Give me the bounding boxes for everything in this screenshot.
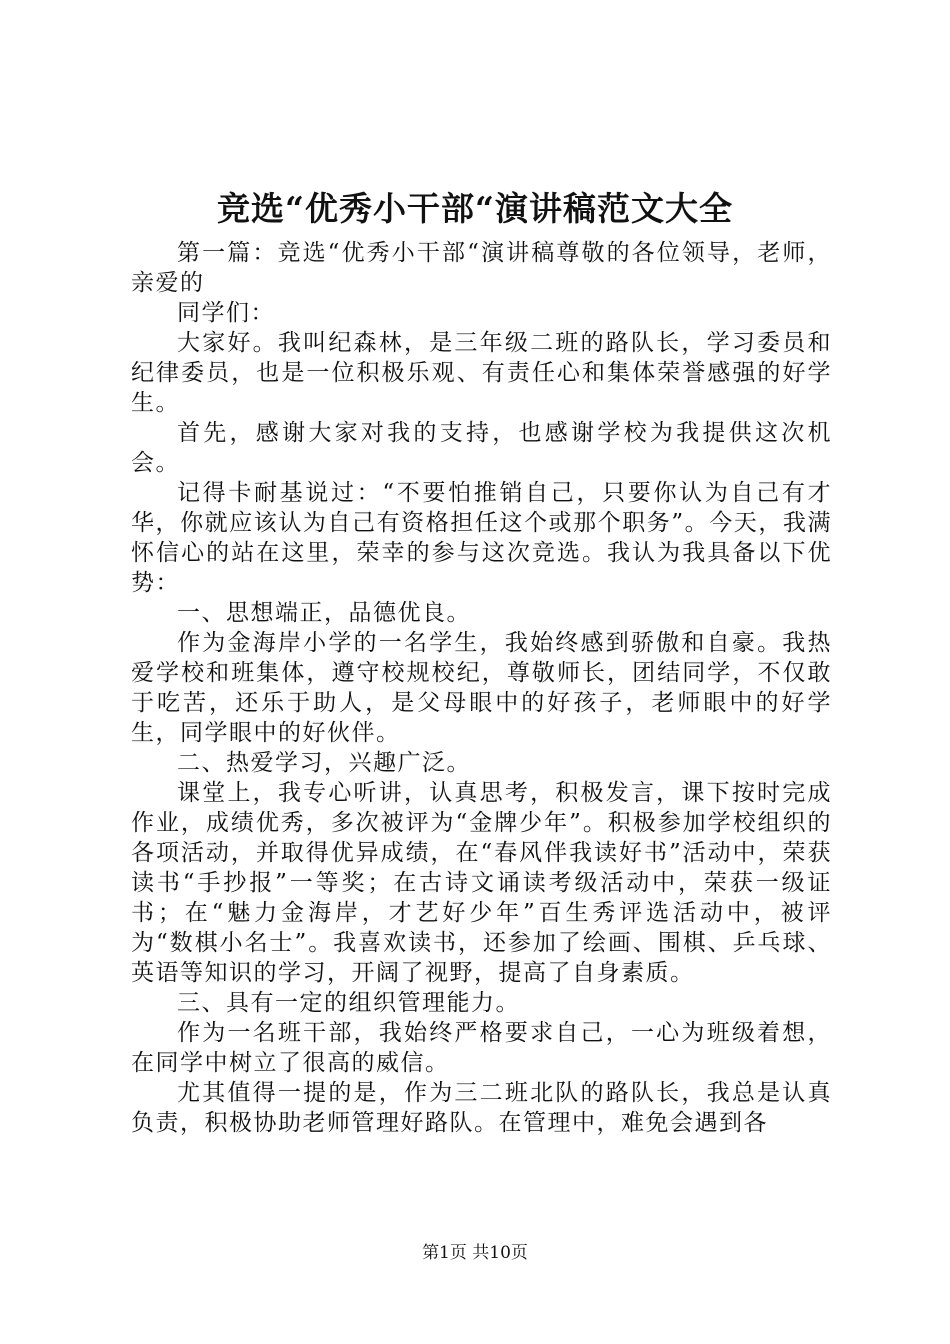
- paragraph: 记得卡耐基说过：“不要怕推销自己，只要你认为自己有才华，你就应该认为自己有资格担任这个或那个职务”。今天，我满怀信心的站在这里，荣幸的参与这次竞选。我认为我具备以下优势：: [131, 480, 832, 596]
- paragraph: 三、具有一定的组织管理能力。: [177, 990, 520, 1016]
- paragraph: 一、思想端正，品德优良。: [177, 600, 471, 626]
- document-body: [131, 238, 832, 1138]
- paragraph: 二、热爱学习，兴趣广泛。: [177, 750, 471, 776]
- paragraph: 作为金海岸小学的一名学生，我始终感到骄傲和自豪。我热爱学校和班集体，遵守校规校纪，尊敬师长，团结同学，不仅敢于吃苦，还乐于助人，是父母眼中的好孩子，老师眼中的好学生，同学眼中的好伙伴。: [131, 630, 832, 746]
- paragraph: 同学们：: [177, 300, 275, 326]
- paragraph: 第一篇：竞选“优秀小干部“演讲稿尊敬的各位领导，老师，亲爱的: [131, 240, 832, 296]
- paragraph: 作为一名班干部，我始终严格要求自己，一心为班级着想，在同学中树立了很高的威信。: [131, 1020, 832, 1076]
- page-footer: 第1页 共10页: [422, 1243, 528, 1263]
- document-title: 竞选“优秀小干部“演讲稿范文大全: [217, 189, 733, 228]
- paragraph: 大家好。我叫纪森林，是三年级二班的路队长，学习委员和纪律委员，也是一位积极乐观、有责任心和集体荣誉感强的好学生。: [131, 330, 832, 416]
- paragraph: 首先，感谢大家对我的支持，也感谢学校为我提供这次机会。: [131, 420, 832, 476]
- paragraph: 课堂上，我专心听讲，认真思考，积极发言，课下按时完成作业，成绩优秀，多次被评为“金牌少年”。积极参加学校组织的各项活动，并取得优异成绩，在“春风伴我读好书”活动中，荣获读书“手抄报”一等奖；在古诗文诵读考级活动中，荣获一级证书；在“魅力金海岸，才艺好少年”百生秀评选活动中，被评为“数棋小名士”。我喜欢读书，还参加了绘画、围棋、乒乓球、英语等知识的学习，开阔了视野，提高了自身素质。: [131, 780, 832, 986]
- paragraph: 尤其值得一提的是，作为三二班北队的路队长，我总是认真负责，积极协助老师管理好路队。在管理中，难免会遇到各: [131, 1080, 832, 1136]
